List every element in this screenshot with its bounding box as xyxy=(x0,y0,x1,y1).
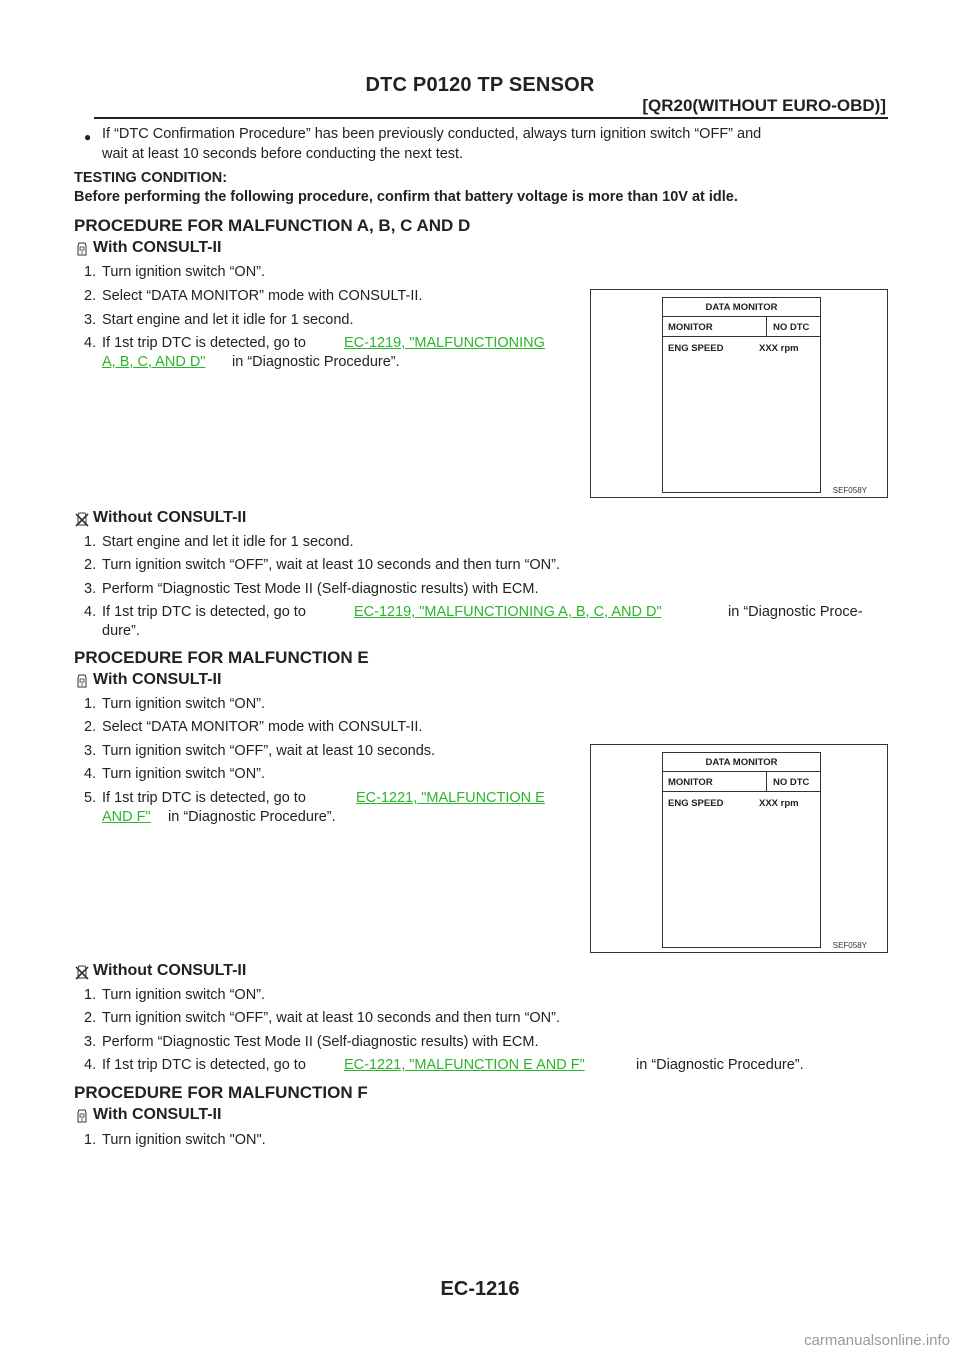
screen-col-monitor: MONITOR xyxy=(668,322,713,333)
step-number: 2. xyxy=(84,288,97,304)
step-number: 4. xyxy=(84,766,97,782)
step-text: Turn ignition switch “ON”. xyxy=(102,987,266,1003)
no-consult-icon xyxy=(74,511,90,527)
step-number: 1. xyxy=(84,264,97,280)
screen-row-value: XXX rpm xyxy=(759,798,799,809)
step-text: Start engine and let it idle for 1 second. xyxy=(102,312,354,328)
intro-line-1: If “DTC Confirmation Procedure” has been previously conducted, always turn ignition switch “OFF” and xyxy=(102,126,762,142)
section-heading-e: PROCEDURE FOR MALFUNCTION E xyxy=(74,648,369,667)
with-consult-title-f: With CONSULT-II xyxy=(93,1106,222,1123)
step-text: If 1st trip DTC is detected, go to xyxy=(102,604,306,620)
step-text: If 1st trip DTC is detected, go to xyxy=(102,335,306,351)
step-text: Select “DATA MONITOR” mode with CONSULT-II. xyxy=(102,719,423,735)
no-consult-icon xyxy=(74,964,90,980)
step-text-suffix: in “Diagnostic Procedure”. xyxy=(168,809,336,825)
step-text: Perform “Diagnostic Test Mode II (Self-diagnostic results) with ECM. xyxy=(102,1034,539,1050)
screen-col-no-dtc: NO DTC xyxy=(773,777,810,788)
step-text-suffix: in “Diagnostic Proce- xyxy=(728,604,863,620)
consult-screen xyxy=(662,297,821,493)
step-number: 5. xyxy=(84,790,97,806)
step-number: 2. xyxy=(84,1010,97,1026)
step-text-suffix: in “Diagnostic Procedure”. xyxy=(232,354,400,370)
consult-tool-icon xyxy=(74,673,90,689)
screen-title: DATA MONITOR xyxy=(705,302,778,313)
figure-code: SEF058Y xyxy=(832,941,867,950)
header-rule xyxy=(94,117,888,119)
step-text: Turn ignition switch “OFF”, wait at least 10 seconds and then turn “ON”. xyxy=(102,1010,561,1026)
intro-line-2: wait at least 10 seconds before conducting the next test. xyxy=(102,146,464,162)
link-ec-1221[interactable]: EC-1221, "MALFUNCTION E AND F" xyxy=(344,1057,585,1073)
screen-divider xyxy=(663,316,820,317)
with-consult-title-e: With CONSULT-II xyxy=(93,671,222,688)
step-number: 4. xyxy=(84,335,97,351)
step-number: 4. xyxy=(84,604,97,620)
step-text: Turn ignition switch “OFF”, wait at least 10 seconds. xyxy=(102,743,436,759)
step-text: Start engine and let it idle for 1 second. xyxy=(102,534,354,550)
page-subtitle: [QR20(WITHOUT EURO-OBD)] xyxy=(642,96,886,115)
screen-col-divider xyxy=(766,316,767,336)
step-text-cont: dure”. xyxy=(102,623,140,639)
bullet-icon: ● xyxy=(84,130,92,144)
watermark: carmanualsonline.info xyxy=(804,1332,950,1349)
step-text: Perform “Diagnostic Test Mode II (Self-diagnostic results) with ECM. xyxy=(102,581,539,597)
link-ec-1219[interactable]: EC-1219, "MALFUNCTIONING A, B, C, AND D" xyxy=(354,604,662,620)
screen-row-value: XXX rpm xyxy=(759,343,799,354)
step-text-suffix: in “Diagnostic Procedure”. xyxy=(636,1057,804,1073)
screen-divider xyxy=(663,771,820,772)
step-text: Select “DATA MONITOR” mode with CONSULT-II. xyxy=(102,288,423,304)
screen-divider xyxy=(663,336,820,337)
screen-row-label: ENG SPEED xyxy=(668,798,724,809)
step-number: 2. xyxy=(84,719,97,735)
step-number: 3. xyxy=(84,581,97,597)
consult-screen xyxy=(662,752,821,948)
link-ec-1219[interactable]: EC-1219, "MALFUNCTIONING xyxy=(344,335,545,351)
step-number: 2. xyxy=(84,557,97,573)
screen-col-divider xyxy=(766,771,767,791)
link-ec-1221-cont[interactable]: AND F" xyxy=(102,809,151,825)
step-text: Turn ignition switch “OFF”, wait at least 10 seconds and then turn “ON”. xyxy=(102,557,561,573)
step-number: 1. xyxy=(84,1132,97,1148)
link-ec-1219-cont[interactable]: A, B, C, AND D" xyxy=(102,354,206,370)
section-heading-f: PROCEDURE FOR MALFUNCTION F xyxy=(74,1083,368,1102)
screen-row-label: ENG SPEED xyxy=(668,343,724,354)
data-monitor-figure xyxy=(590,289,888,498)
step-text: Turn ignition switch "ON". xyxy=(102,1132,266,1148)
step-text: Turn ignition switch “ON”. xyxy=(102,696,266,712)
link-ec-1221[interactable]: EC-1221, "MALFUNCTION E xyxy=(356,790,545,806)
with-consult-title-abcd: With CONSULT-II xyxy=(93,239,222,256)
figure-code: SEF058Y xyxy=(832,486,867,495)
step-number: 1. xyxy=(84,987,97,1003)
step-number: 4. xyxy=(84,1057,97,1073)
screen-title: DATA MONITOR xyxy=(705,757,778,768)
step-text: Turn ignition switch “ON”. xyxy=(102,264,266,280)
consult-tool-icon xyxy=(74,241,90,257)
step-text: If 1st trip DTC is detected, go to xyxy=(102,1057,306,1073)
section-heading-abcd: PROCEDURE FOR MALFUNCTION A, B, C AND D xyxy=(74,216,471,235)
page-number: EC-1216 xyxy=(440,1278,520,1300)
consult-tool-icon xyxy=(74,1108,90,1124)
step-number: 1. xyxy=(84,534,97,550)
without-consult-title-abcd: Without CONSULT-II xyxy=(93,509,247,526)
testing-condition-label: TESTING CONDITION: xyxy=(74,170,228,186)
screen-col-no-dtc: NO DTC xyxy=(773,322,810,333)
step-number: 1. xyxy=(84,696,97,712)
without-consult-title-e: Without CONSULT-II xyxy=(93,962,247,979)
step-number: 3. xyxy=(84,312,97,328)
step-number: 3. xyxy=(84,1034,97,1050)
page-title: DTC P0120 TP SENSOR xyxy=(365,74,595,96)
testing-condition-text: Before performing the following procedure, confirm that battery voltage is more than 10V at idle. xyxy=(74,189,738,205)
screen-col-monitor: MONITOR xyxy=(668,777,713,788)
data-monitor-figure xyxy=(590,744,888,953)
step-text: If 1st trip DTC is detected, go to xyxy=(102,790,306,806)
step-number: 3. xyxy=(84,743,97,759)
screen-divider xyxy=(663,791,820,792)
step-text: Turn ignition switch “ON”. xyxy=(102,766,266,782)
